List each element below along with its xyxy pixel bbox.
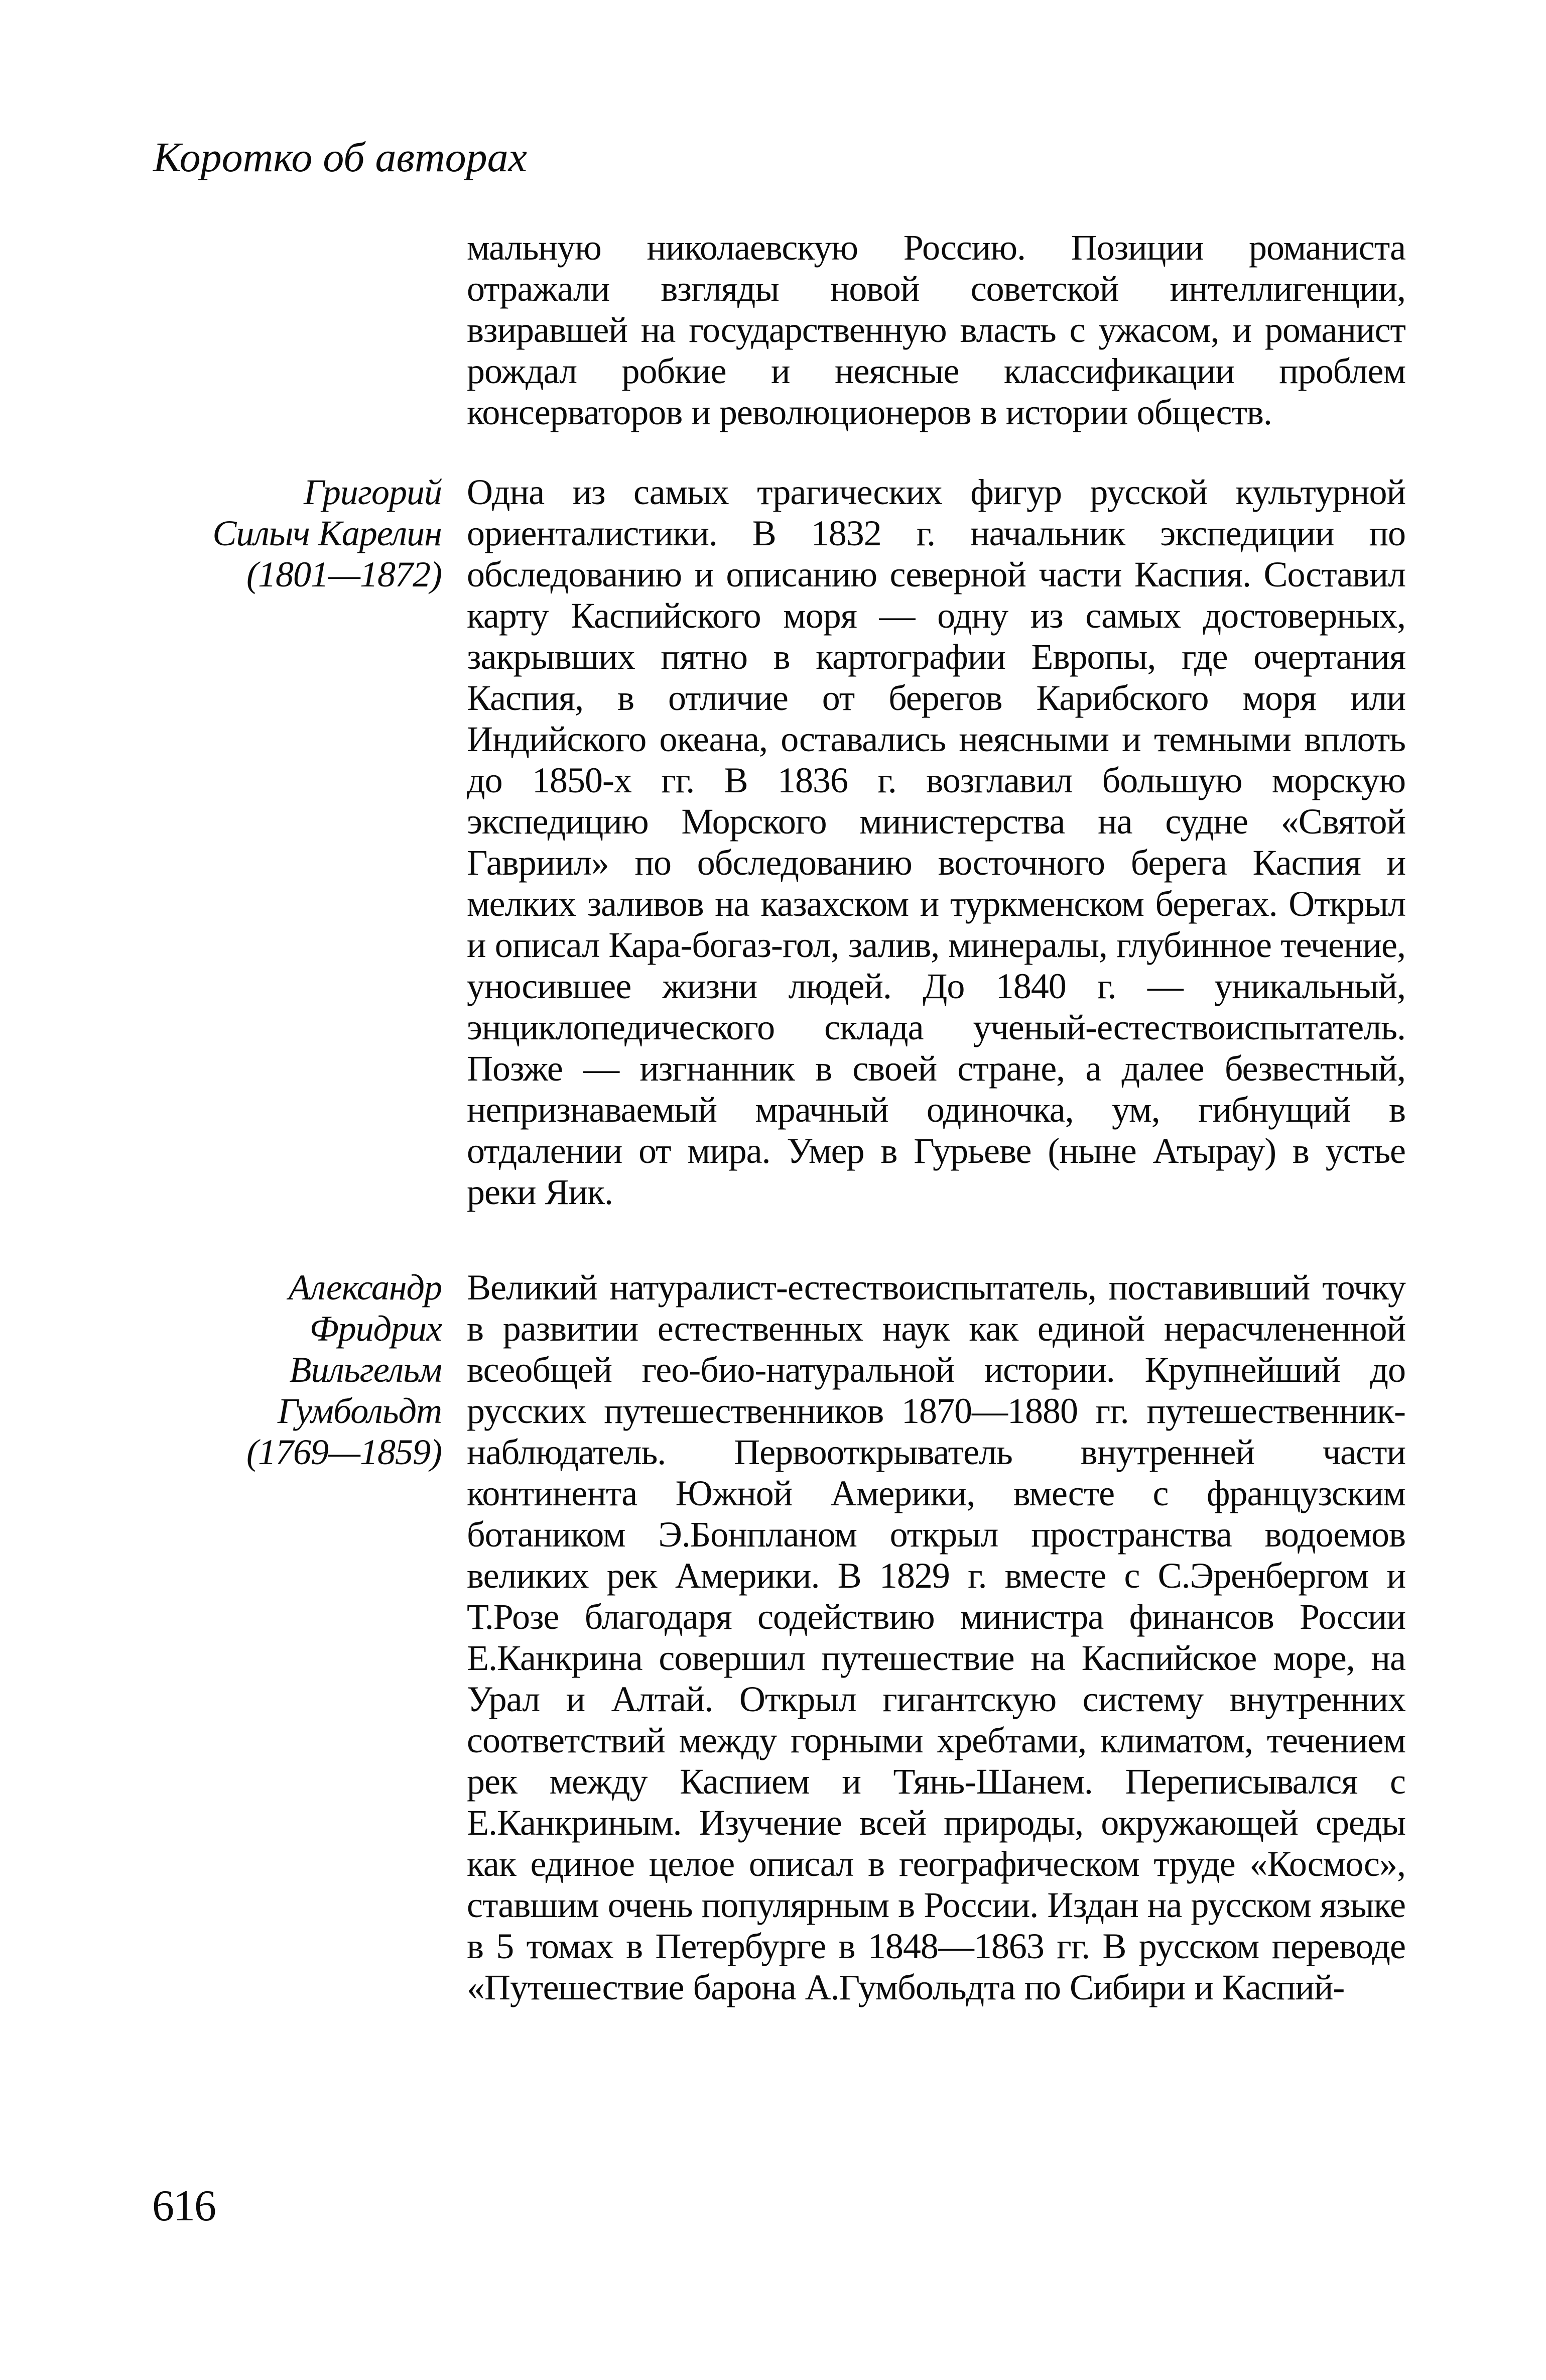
author-name-line: Григорий [303, 472, 442, 512]
author-entry-continuation [151, 227, 1405, 433]
author-entries [151, 227, 1405, 2008]
author-bio-text: мальную николаевскую Россию. Позиции романиста отражали взгляды новой советской интеллигенции, взиравшей на государственную власть с ужасом, и романист рождал робкие и неясные классификации проблем консерваторов и революционеров в истории обществ. [467, 227, 1405, 432]
author-name [151, 471, 442, 595]
author-bio-text: Одна из самых трагических фигур русской культурной ориенталистики. В 1832 г. начальник экспедиции по обследованию и описанию северной части Каспия. Составил карту Каспийского моря — одну из самых достоверных, закрывших пятно в картографии Европы, где очертания Каспия, в отличие от берегов Карибского моря или Индийского океана, оставались неясными и темными вплоть до 1850-х гг. В 1836 г. возглавил большую морскую экспедицию Морского министерства на судне «Святой Гавриил» по обследованию восточного берега Каспия и мелких заливов на казахском и туркменском берегах. Открыл и описал Кара-богаз-гол, залив, минералы, глубинное течение, уносившее жизни людей. До 1840 г. — уникальный, энциклопедического склада ученый-естествоиспытатель. Позже — изгнанник в своей стране, а далее безвестный, непризнаваемый мрачный одиночка, ум, гибнущий в отдалении от мира. Умер в Гурьеве (ныне Атырау) в устье реки Яик. [467, 472, 1405, 1212]
author-entry-humboldt [151, 1267, 1405, 2008]
author-name-line: Силыч Карелин [212, 513, 442, 553]
author-name-line: Гумбольдт [277, 1391, 442, 1431]
author-bio-text: Великий натуралист-естествоиспытатель, поставивший точку в развитии естественных наук как единой нерасчлененной всеобщей гео-био-натуральной истории. Крупнейший до русских путешественников 1870—1880 гг. путешественник-наблюдатель. Первооткрыватель внутренней части континента Южной Америки, вместе с французским ботаником Э.Бонпланом открыл пространства водоемов великих рек Америки. В 1829 г. вместе с С.Эренбергом и Т.Розе благодаря содействию министра финансов России Е.Канкрина совершил путешествие на Каспийское море, на Урал и Алтай. Открыл гигантскую систему внутренних соответствий между горными хребтами, климатом, течением рек между Каспием и Тянь-Шанем. Переписывался с Е.Канкриным. Изучение всей природы, окружающей среды как единое целое описал в географическом труде «Космос», ставшим очень популярным в России. Издан на русском языке в 5 томах в Петербурге в 1848—1863 гг. В русском переводе «Путешествие барона А.Гумбольдта по Сибири и Каспий- [467, 1267, 1405, 2007]
author-name-line: Вильгельм [289, 1350, 442, 1390]
section-title: Коротко об авторах [153, 134, 527, 181]
author-name-line: Фридрих [309, 1308, 442, 1349]
author-name [151, 1267, 442, 1473]
author-life-dates: (1801—1872) [246, 554, 442, 594]
page-number: 616 [152, 2182, 215, 2230]
author-entry-karelin [151, 471, 1405, 1213]
author-life-dates: (1769—1859) [246, 1432, 442, 1472]
author-name-line: Александр [288, 1267, 442, 1307]
